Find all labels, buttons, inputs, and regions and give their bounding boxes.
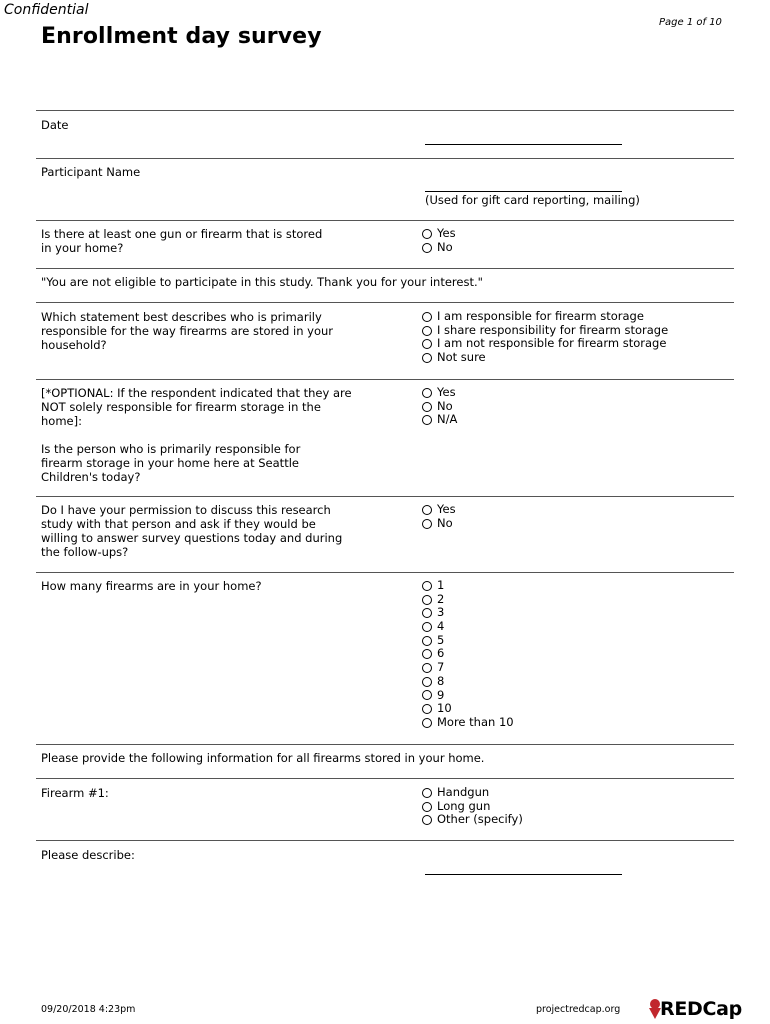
radio-option-label: 6	[437, 646, 445, 661]
radio-option-label: I am responsible for firearm storage	[437, 309, 644, 323]
radio-button[interactable]	[422, 704, 432, 714]
radio-option[interactable]	[422, 620, 514, 634]
radio-option[interactable]	[422, 593, 514, 607]
radio-button[interactable]	[422, 608, 432, 618]
provide-info-text: Please provide the following information for all firearms stored in your home.	[41, 751, 485, 765]
radio-option-label: Handgun	[437, 785, 490, 799]
radio-option-label: No	[437, 515, 453, 530]
radio-button[interactable]	[422, 677, 432, 687]
how-many-options	[422, 579, 514, 730]
radio-button[interactable]	[422, 326, 432, 336]
radio-button[interactable]	[422, 636, 432, 646]
responsible-question: Which statement best describes who is primarily responsible for the way firearms are stored in your household?	[41, 310, 333, 352]
radio-button[interactable]	[422, 415, 432, 425]
radio-option[interactable]	[422, 716, 514, 730]
ineligible-message: "You are not eligible to participate in this study. Thank you for your interest."	[41, 275, 483, 289]
date-label: Date	[41, 118, 69, 132]
radio-option[interactable]	[422, 351, 668, 365]
participant-name-label: Participant Name	[41, 165, 141, 179]
radio-button[interactable]	[422, 388, 432, 398]
divider	[36, 220, 734, 221]
responsible-options	[422, 310, 668, 365]
divider	[36, 158, 734, 159]
radio-button[interactable]	[422, 339, 432, 349]
radio-option-label: More than 10	[437, 714, 514, 729]
radio-button[interactable]	[422, 718, 432, 728]
radio-button[interactable]	[422, 229, 432, 239]
divider	[36, 778, 734, 779]
radio-button[interactable]	[422, 505, 432, 515]
radio-button[interactable]	[422, 649, 432, 659]
radio-button[interactable]	[422, 815, 432, 825]
radio-option-label: N/A	[437, 412, 458, 427]
permission-options	[422, 503, 456, 530]
radio-option[interactable]	[422, 413, 457, 427]
radio-option-label: No	[437, 398, 453, 413]
radio-option-label: 5	[437, 632, 445, 647]
radio-button[interactable]	[422, 690, 432, 700]
radio-button[interactable]	[422, 243, 432, 253]
radio-option-label: No	[437, 239, 453, 254]
radio-option-label: 2	[437, 591, 445, 606]
firearm1-options	[422, 786, 523, 827]
divider	[36, 110, 734, 111]
radio-option[interactable]	[422, 579, 514, 593]
redcap-logo	[646, 996, 742, 1022]
radio-option[interactable]	[422, 800, 523, 814]
radio-option[interactable]	[422, 661, 514, 675]
radio-option[interactable]	[422, 675, 514, 689]
radio-option-label: Yes	[437, 385, 456, 399]
radio-option-label: 9	[437, 687, 445, 702]
radio-option[interactable]	[422, 702, 514, 716]
radio-option-label: Yes	[437, 502, 456, 516]
permission-question: Do I have your permission to discuss this research study with that person and ask if they would be willing to answer survey questions today and during the follow-ups?	[41, 503, 343, 559]
redcap-logo-text: REDCap	[660, 998, 742, 1020]
present-question: [*OPTIONAL: If the respondent indicated that they are NOT solely responsible for firearm storage in the home]: Is the person who is primarily responsible for firearm storage in your home here at Seattle Children's today?	[41, 386, 352, 484]
confidential-label: Confidential	[4, 2, 89, 18]
radio-option-label: 1	[437, 578, 445, 592]
radio-option[interactable]	[422, 786, 523, 800]
radio-option-label: Yes	[437, 226, 456, 240]
radio-option[interactable]	[422, 647, 514, 661]
radio-option-label: 10	[437, 701, 452, 716]
radio-button[interactable]	[422, 663, 432, 673]
radio-option-label: 7	[437, 660, 445, 675]
divider	[36, 496, 734, 497]
radio-button[interactable]	[422, 788, 432, 798]
radio-option[interactable]	[422, 503, 456, 517]
radio-option-label: Not sure	[437, 350, 486, 365]
divider	[36, 744, 734, 745]
date-field[interactable]	[425, 144, 622, 145]
radio-option-label: 4	[437, 619, 445, 634]
radio-button[interactable]	[422, 622, 432, 632]
radio-option[interactable]	[422, 813, 523, 827]
radio-option[interactable]	[422, 227, 456, 241]
radio-button[interactable]	[422, 595, 432, 605]
radio-option[interactable]	[422, 310, 668, 324]
radio-option[interactable]	[422, 634, 514, 648]
radio-option[interactable]	[422, 324, 668, 338]
participant-name-note: (Used for gift card reporting, mailing)	[425, 193, 640, 207]
footer-date: 09/20/2018 4:23pm	[41, 1004, 136, 1015]
firearm1-question: Firearm #1:	[41, 786, 109, 800]
how-many-question: How many firearms are in your home?	[41, 579, 262, 593]
page-number: Page 1 of 10	[659, 17, 722, 28]
radio-option-label: Long gun	[437, 798, 491, 813]
divider	[36, 840, 734, 841]
divider	[36, 379, 734, 380]
radio-option-label: Other (specify)	[437, 812, 523, 827]
radio-option[interactable]	[422, 606, 514, 620]
radio-button[interactable]	[422, 802, 432, 812]
radio-option[interactable]	[422, 689, 514, 703]
radio-option[interactable]	[422, 400, 457, 414]
page-title: Enrollment day survey	[41, 24, 322, 49]
describe-field[interactable]	[425, 874, 622, 875]
radio-option-label: I share responsibility for firearm storage	[437, 322, 669, 337]
gun-stored-question: Is there at least one gun or firearm that is stored in your home?	[41, 227, 323, 255]
radio-option-label: 8	[437, 673, 445, 688]
participant-name-field[interactable]	[425, 191, 622, 192]
present-options	[422, 386, 457, 427]
radio-option[interactable]	[422, 241, 456, 255]
gun-stored-options	[422, 227, 456, 254]
radio-button[interactable]	[422, 581, 432, 591]
radio-option[interactable]	[422, 517, 456, 531]
radio-option-label: I am not responsible for firearm storage	[437, 336, 667, 351]
divider	[36, 302, 734, 303]
radio-option[interactable]	[422, 337, 668, 351]
footer-site: projectredcap.org	[536, 1004, 621, 1015]
divider	[36, 572, 734, 573]
radio-button[interactable]	[422, 312, 432, 322]
radio-button[interactable]	[422, 519, 432, 529]
divider	[36, 268, 734, 269]
radio-button[interactable]	[422, 402, 432, 412]
radio-option-label: 3	[437, 605, 445, 620]
radio-button[interactable]	[422, 353, 432, 363]
describe-label: Please describe:	[41, 848, 135, 862]
radio-option[interactable]	[422, 386, 457, 400]
